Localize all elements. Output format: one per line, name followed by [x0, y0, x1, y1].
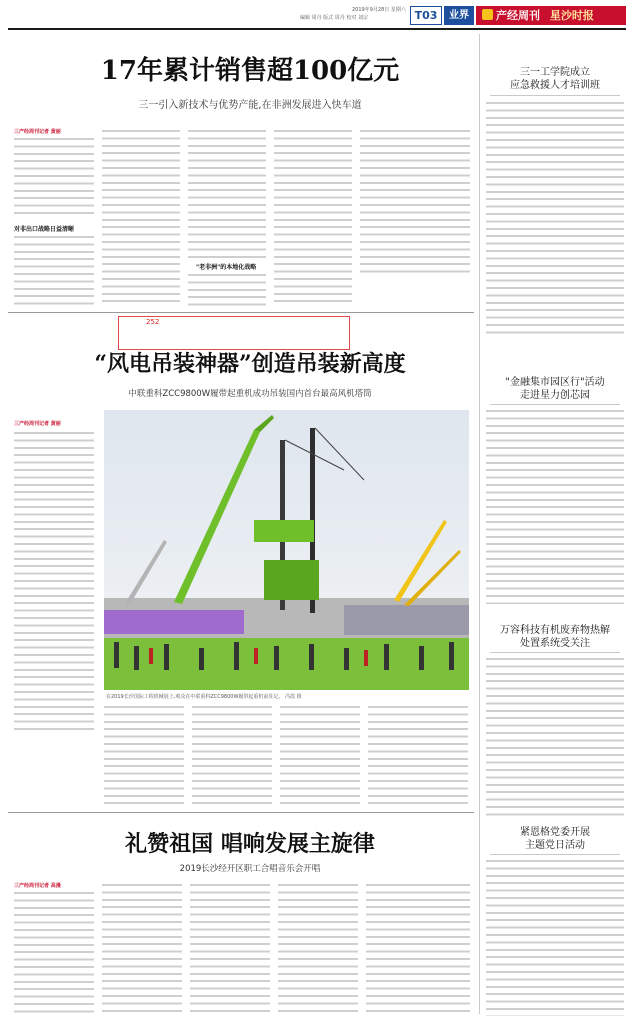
- sidebar-item2-rule: [490, 404, 620, 405]
- sidebar-item4-text: [486, 858, 624, 1016]
- article1-col1-text: [14, 136, 94, 218]
- sidebar-item4-title-line1: 紧恩格党委开展: [520, 827, 590, 838]
- article1-col4-text: [274, 128, 352, 306]
- photo-caption: 在2019长沙国际工程机械展上,观众在中联重科ZCC9800W履带起重机前驻足。 冯霞 摄: [106, 694, 302, 700]
- article1-col3b-text: [188, 272, 266, 306]
- sidebar-item3-text: [486, 656, 624, 818]
- article1-subhead2: 对非出口战略日益清晰: [14, 226, 75, 233]
- masthead-date: 2019年9月28日 星期六: [352, 7, 406, 13]
- article1-subhead3: "老非洲"的本地化战略: [196, 264, 257, 271]
- article1-col3-text: [188, 128, 266, 258]
- crane-photo: [104, 410, 469, 690]
- sidebar-item2-title-line2: 走进星力创芯园: [520, 390, 590, 401]
- article2-byline: 三产经周刊记者 黄丽: [14, 421, 61, 427]
- sidebar-item4-rule: [490, 854, 620, 855]
- section-number: T03: [410, 6, 442, 25]
- article2-col5-text: [368, 704, 468, 804]
- brand-sub: 星沙时报: [549, 9, 594, 22]
- article1-headline: 17年累计销售超100亿元: [100, 56, 400, 86]
- article2-headline: “风电吊装神器”创造吊装新高度: [94, 351, 406, 377]
- sidebar-item2-text: [486, 408, 624, 604]
- annotation-label: 252: [146, 318, 160, 326]
- masthead-rule: [8, 28, 626, 30]
- sidebar-item2-title: [484, 376, 626, 402]
- article2-subhead: 中联重科ZCC9800W履带起重机成功吊装国内首台最高风机塔筒: [128, 389, 372, 399]
- article3-headline: 礼赞祖国 唱响发展主旋律: [125, 831, 375, 857]
- sidebar-item3-rule: [490, 652, 620, 653]
- sidebar-item3-title: [484, 624, 626, 650]
- article3-col5-text: [366, 882, 470, 1016]
- article1-col5-text: [360, 128, 470, 278]
- article3-col4-text: [278, 882, 358, 1016]
- sidebar-item1-text: [486, 100, 624, 336]
- sidebar-item1-title-line2: 应急救援人才培训班: [510, 80, 600, 91]
- article1-col2-text: [102, 128, 180, 306]
- article2-col2-text: [104, 704, 184, 804]
- section-name: 业界: [444, 6, 474, 25]
- article1-bottom-rule: [8, 312, 474, 313]
- sidebar-item4-title-line2: 主题党日活动: [525, 840, 585, 851]
- brand-name: 产经周刊: [496, 9, 540, 22]
- sidebar-item1-title: [484, 66, 626, 92]
- sidebar-item4-title: [484, 826, 626, 852]
- article1-byline: 三产经周刊记者 黄丽: [14, 129, 61, 135]
- article3-subhead: 2019长沙经开区职工合唱音乐会开唱: [179, 864, 321, 874]
- article1-col1b-text: [14, 234, 94, 306]
- article2-col1-text: [14, 430, 94, 730]
- masthead-editors: 编辑 周丹 版式 周丹 校对 刘宗: [300, 15, 368, 21]
- brand-icon: [482, 9, 493, 20]
- article2-col4-text: [280, 704, 360, 804]
- article1-subhead: 三一引入新技术与优势产能,在非洲发展进入快车道: [138, 100, 362, 111]
- article2-bottom-rule: [8, 812, 474, 813]
- sidebar-divider: [479, 34, 480, 1014]
- sidebar-item1-rule: [490, 95, 620, 96]
- article3-col3-text: [190, 882, 270, 1016]
- article3-col2-text: [102, 882, 182, 1016]
- sidebar-item2-title-line1: "金融集市园区行"活动: [505, 377, 605, 388]
- brand-logo: [476, 6, 626, 25]
- article2-col3-text: [192, 704, 272, 804]
- sidebar-item1-title-line1: 三一工学院成立: [520, 67, 590, 78]
- sidebar-item3-title-line1: 万容科技有机废弃物热解: [500, 625, 610, 636]
- article3-byline: 三产经周刊记者 高漫: [14, 883, 61, 889]
- sidebar-item3-title-line2: 处置系统受关注: [520, 638, 590, 649]
- article3-col1-text: [14, 890, 94, 1016]
